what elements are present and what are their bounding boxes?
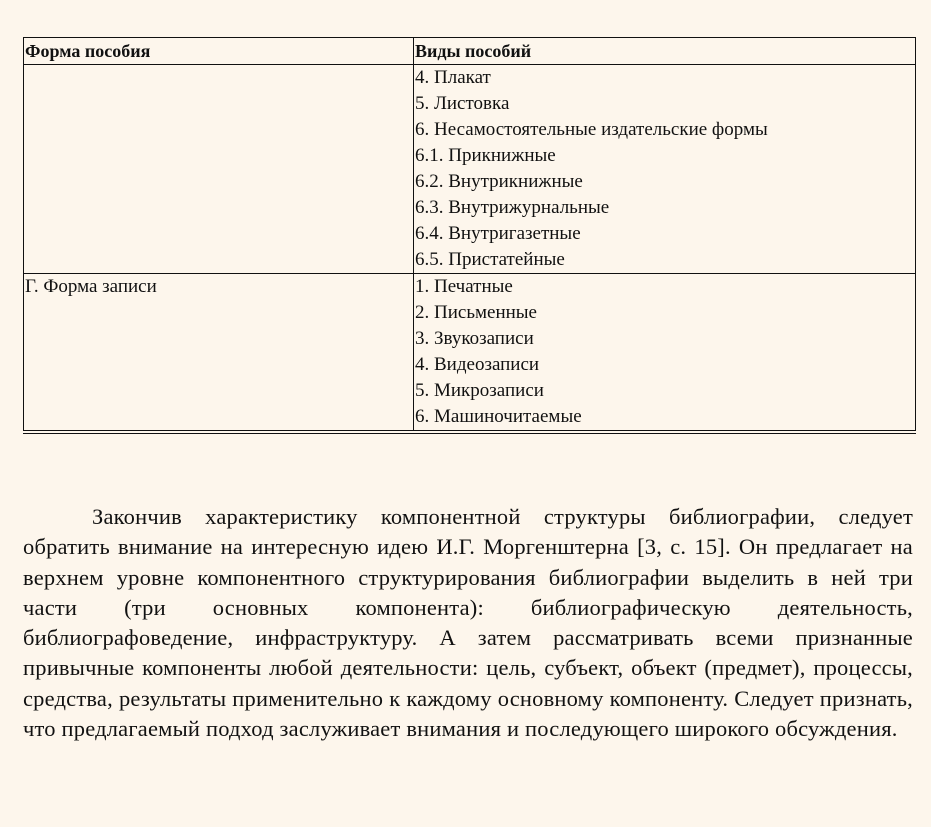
- list-item: 1. Печатные: [415, 276, 513, 297]
- table-header-row: [24, 38, 916, 65]
- list-item: 6.5. Пристатейные: [415, 249, 565, 270]
- list-item: 6.3. Внутрижурнальные: [415, 197, 610, 218]
- header-kinds: Виды пособий: [414, 38, 916, 65]
- list-item: 6.2. Внутрикнижные: [415, 171, 583, 192]
- table-row: [24, 65, 916, 274]
- kinds-cell: [414, 65, 916, 274]
- list-item: 3. Звукозаписи: [415, 328, 534, 349]
- table-row: [24, 274, 916, 433]
- list-item: 6.4. Внутригазетные: [415, 223, 581, 244]
- form-cell: [24, 65, 414, 274]
- list-item: 6. Машиночитаемые: [415, 406, 582, 427]
- list-item: 2. Письменные: [415, 302, 537, 323]
- list-item: 4. Видеозаписи: [415, 354, 540, 375]
- kinds-cell: [414, 274, 916, 433]
- list-item: 6. Несамостоятельные издательские формы: [415, 119, 768, 140]
- body-paragraph: Закончив характеристику компонентной структуры библиографии, следует обратить внимание на интересную идею И.Г. Моргенштерна [3, с. 15]. Он предлагает на верхнем уровне компонентного структурирования библиографии выделить в ней три части (три основных компонента): библиографическую деятельность, библиографоведение, инфраструктуру. А затем рассматривать всеми признанные привычные компоненты любой деятельности: цель, субъект, объект (предмет), процессы, средства, результаты применительно к каждому основному компоненту. Следует признать, что предлагаемый подход заслуживает внимания и последующего широкого обсуждения.: [23, 504, 913, 742]
- classification-table: [23, 37, 916, 434]
- list-item: 6.1. Прикнижные: [415, 145, 556, 166]
- list-item: 4. Плакат: [415, 67, 491, 88]
- form-cell: Г. Форма записи: [24, 274, 414, 433]
- list-item: 5. Листовка: [415, 93, 510, 114]
- header-form: Форма пособия: [24, 38, 414, 65]
- list-item: 5. Микрозаписи: [415, 380, 544, 401]
